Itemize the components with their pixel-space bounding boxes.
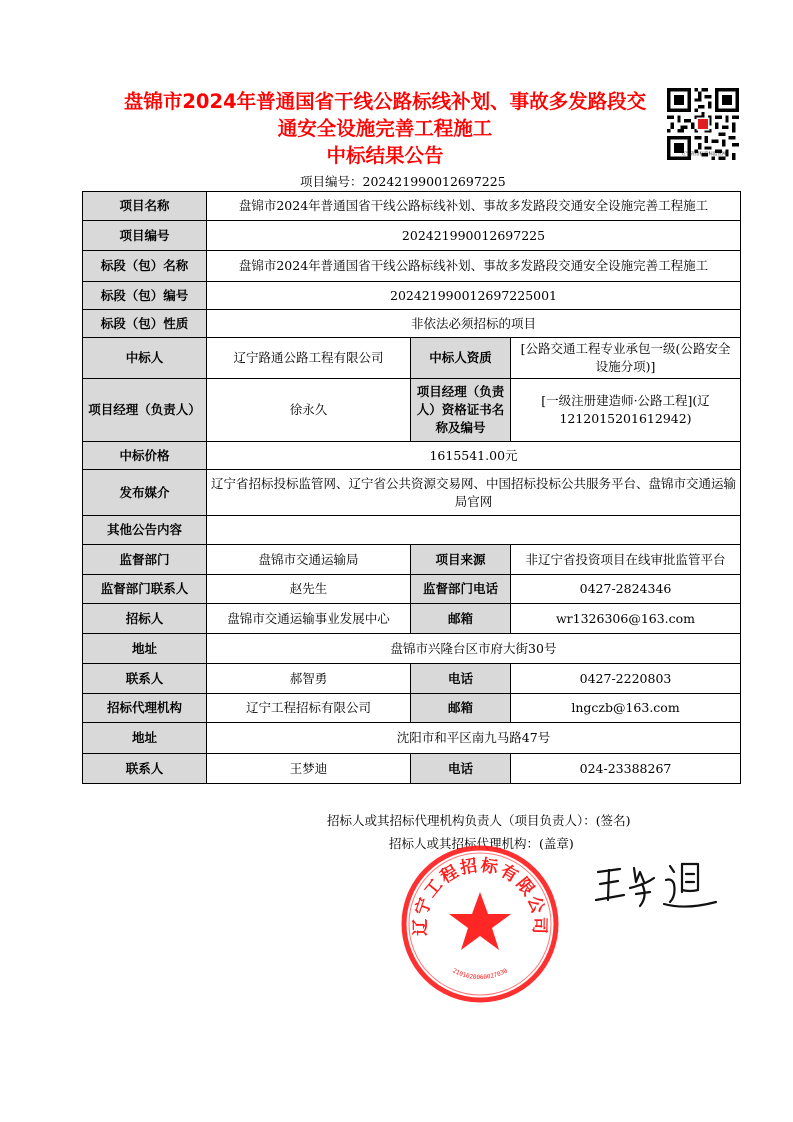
section-nature-value: 非依法必须招标的项目 [207,310,741,338]
manager-cert-value: [一级注册建造师·公路工程](辽1212015201612942) [511,379,741,442]
agency-address-label: 地址 [83,723,207,754]
agency-phone-label: 电话 [411,754,511,784]
table-row [83,545,741,575]
tenderer-phone-label: 电话 [411,664,511,694]
manager-value: 徐永久 [207,379,411,442]
table-row [83,723,741,754]
title-line-3: 中标结果公告 [326,144,444,167]
qr-caption: 辽宁省招标投标监管网 [681,152,727,157]
table-row [83,604,741,634]
agency-label: 招标代理机构 [83,694,207,723]
table-row [83,516,741,545]
title-line-1: 盘锦市2024年普通国省干线公路标线补划、事故多发路段交 [123,90,647,113]
winner-label: 中标人 [83,338,207,379]
tenderer-contact-label: 联系人 [83,664,207,694]
price-value: 1615541.00元 [207,442,741,470]
tenderer-email-label: 邮箱 [411,604,511,634]
tenderer-contact-value: 郝智勇 [207,664,411,694]
price-label: 中标价格 [83,442,207,470]
project-number-line: 项目编号：202421990012697225 [300,174,506,189]
media-value: 辽宁省招标投标监管网、辽宁省公共资源交易网、中国招标投标公共服务平台、盘锦市交通运输局官网 [207,470,741,516]
handwritten-signature [590,848,720,918]
table-row [83,192,741,221]
sup-contact-label: 监督部门联系人 [83,575,207,604]
table-row [83,634,741,664]
tenderer-email-value: wr1326306@163.com [511,604,741,634]
manager-cert-label: 项目经理（负责人）资格证书名称及编号 [411,379,511,442]
section-name-label: 标段（包）名称 [83,251,207,282]
table-row [83,379,741,442]
table-row [83,470,741,516]
table-row [83,310,741,338]
agency-contact-value: 王梦迪 [207,754,411,784]
source-label: 项目来源 [411,545,511,575]
tenderer-value: 盘锦市交通运输事业发展中心 [207,604,411,634]
tenderer-address-value: 盘锦市兴隆台区市府大街30号 [207,634,741,664]
stamp-line: 招标人或其招标代理机构：(盖章) [389,836,574,851]
project-name-value: 盘锦市2024年普通国省干线公路标线补划、事故多发路段交通安全设施完善工程施工 [207,192,741,221]
agency-value: 辽宁工程招标有限公司 [207,694,411,723]
project-name-label: 项目名称 [83,192,207,221]
agency-email-value: lngczb@163.com [511,694,741,723]
agency-contact-label: 联系人 [83,754,207,784]
section-no-value: 202421990012697225001 [207,282,741,310]
tenderer-label: 招标人 [83,604,207,634]
other-label: 其他公告内容 [83,516,207,545]
winner-qualification-label: 中标人资质 [411,338,511,379]
svg-text:2101020060027030 [451,967,509,981]
seal-text: 辽宁工程招标有限公司 [410,855,550,936]
project-no-value: 202421990012697225 [207,221,741,251]
other-value [207,516,741,545]
section-nature-label: 标段（包）性质 [83,310,207,338]
tenderer-address-label: 地址 [83,634,207,664]
seal-number: 2101020060027030 [451,967,509,982]
table-row [83,338,741,379]
table-row [83,754,741,784]
winner-value: 辽宁路通公路工程有限公司 [207,338,411,379]
supervisor-value: 盘锦市交通运输局 [207,545,411,575]
agency-email-label: 邮箱 [411,694,511,723]
media-label: 发布媒介 [83,470,207,516]
table-row [83,442,741,470]
award-info-table [82,191,741,784]
signature-line: 招标人或其招标代理机构负责人（项目负责人）：(签名) [327,813,631,828]
table-row [83,251,741,282]
source-value: 非辽宁省投资项目在线审批监管平台 [511,545,741,575]
table-row [83,221,741,251]
sup-phone-label: 监督部门电话 [411,575,511,604]
qr-code [667,88,739,160]
tenderer-phone-value: 0427-2220803 [511,664,741,694]
winner-qualification-value: [公路交通工程专业承包一级(公路安全设施分项)] [511,338,741,379]
agency-address-value: 沈阳市和平区南九马路47号 [207,723,741,754]
table-row [83,282,741,310]
sup-phone-value: 0427-2824346 [511,575,741,604]
section-name-value: 盘锦市2024年普通国省干线公路标线补划、事故多发路段交通安全设施完善工程施工 [207,251,741,282]
project-no-label: 项目编号 [83,221,207,251]
table-row [83,575,741,604]
table-row [83,664,741,694]
manager-label: 项目经理（负责人） [83,379,207,442]
page-title [110,88,660,169]
title-line-2: 通安全设施完善工程施工 [277,117,493,140]
agency-phone-value: 024-23388267 [511,754,741,784]
company-seal [400,844,560,1004]
supervisor-label: 监督部门 [83,545,207,575]
sup-contact-value: 赵先生 [207,575,411,604]
table-row [83,694,741,723]
section-no-label: 标段（包）编号 [83,282,207,310]
